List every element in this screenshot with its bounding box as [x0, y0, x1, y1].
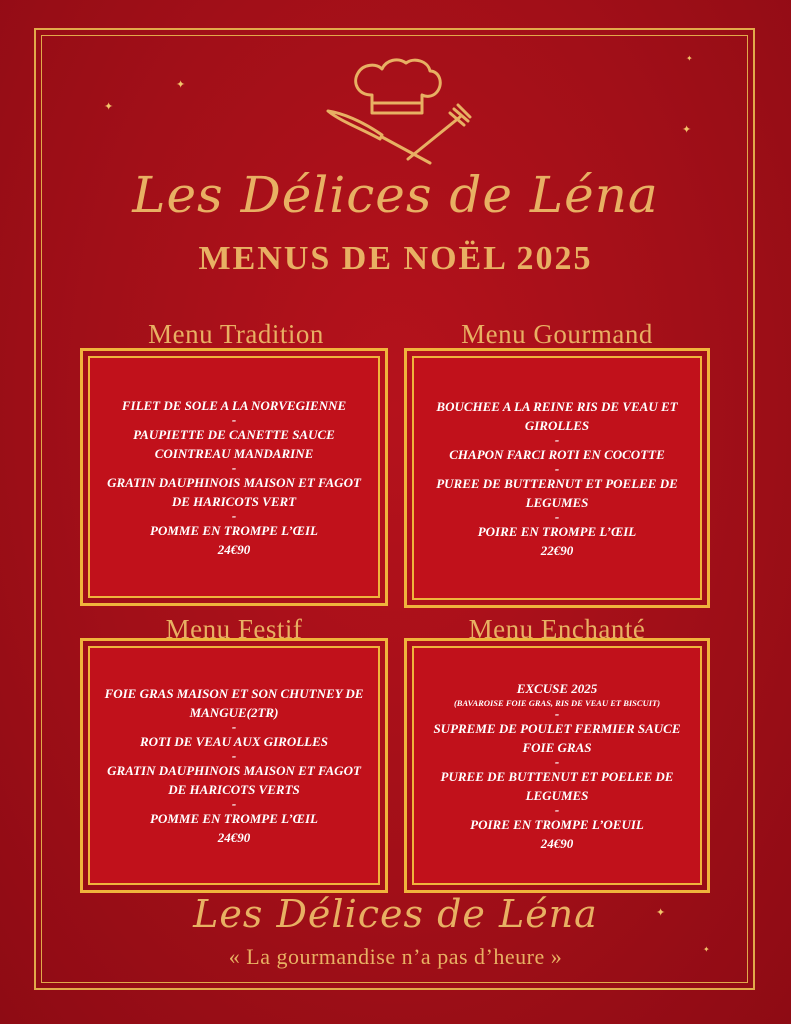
brand-name-bottom: Les Délices de Léna	[193, 892, 598, 936]
dish: POMME EN TROMPE L’ŒIL	[150, 811, 318, 826]
separator: -	[554, 705, 560, 721]
menu-price: 24€90	[540, 835, 574, 851]
dish: POIRE EN TROMPE L’ŒIL	[477, 523, 637, 539]
separator: -	[554, 431, 560, 447]
menu-box-tradition	[80, 348, 388, 606]
menu-title-tradition: Menu Tradition	[148, 319, 324, 349]
menu-price: 24€90	[217, 541, 251, 557]
dish: POIRE EN TROMPE L’OEUIL	[470, 816, 644, 832]
dish: FILET DE SOLE A LA NORVEGIENNE	[121, 397, 347, 413]
menu-title-gourmand: Menu Gourmand	[461, 319, 653, 349]
dish: BOUCHEE A LA REINE RIS DE VEAU ET GIROLLES	[436, 398, 678, 433]
menu-title-festif: Menu Festif	[165, 614, 303, 644]
menu-price: 22€90	[540, 542, 574, 558]
dish: GRATIN DAUPHINOIS MAISON ET FAGOT DE HARICOTS VERT	[107, 474, 361, 509]
sparkle-star-icon: ✦	[686, 54, 693, 63]
dish: GRATIN DAUPHINOIS MAISON ET FAGOT DE HARICOTS VERTS	[107, 763, 361, 797]
menu-box-festif	[80, 638, 388, 893]
dish: FOIE GRAS MAISON ET SON CHUTNEY DE MANGUE(2TR)	[104, 686, 364, 720]
menu-price: 24€90	[217, 830, 251, 845]
separator: -	[554, 508, 560, 524]
tagline: « La gourmandise n’a pas d’heure »	[228, 944, 563, 969]
menu-box-enchante	[404, 638, 710, 893]
sparkle-star-icon: ✦	[703, 945, 710, 954]
dish: SUPREME DE POULET FERMIER SAUCE FOIE GRAS	[433, 720, 681, 755]
menu-title-enchante: Menu Enchanté	[468, 614, 646, 644]
separator: -	[554, 753, 560, 769]
sparkle-star-icon: ✦	[176, 78, 186, 91]
brand-name-top: Les Délices de Léna	[132, 166, 659, 224]
dish-note: (BAVAROISE FOIE GRAS, RIS DE VEAU ET BISCUIT)	[453, 697, 661, 708]
separator: -	[231, 719, 237, 734]
dish: POMME EN TROMPE L’ŒIL	[150, 522, 318, 538]
dish: PUREE DE BUTTERNUT ET POELEE DE LEGUMES	[436, 475, 678, 510]
separator: -	[554, 460, 560, 476]
separator: -	[231, 507, 237, 523]
sparkle-star-icon: ✦	[682, 123, 692, 136]
dish: PAUPIETTE DE CANETTE SAUCE COINTREAU MANDARINE	[133, 426, 335, 461]
separator: -	[554, 801, 560, 817]
dish: CHAPON FARCI ROTI EN COCOTTE	[449, 446, 665, 462]
separator: -	[231, 748, 237, 763]
menu-box-gourmand	[404, 348, 710, 608]
sparkle-star-icon: ✦	[104, 100, 114, 113]
page-title: MENUS DE NOËL 2025	[198, 240, 593, 277]
sparkle-star-icon: ✦	[656, 906, 666, 919]
separator: -	[231, 459, 237, 475]
dish: PUREE DE BUTTENUT ET POELEE DE LEGUMES	[440, 768, 674, 803]
separator: -	[231, 411, 237, 427]
separator: -	[231, 796, 237, 811]
dish: ROTI DE VEAU AUX GIROLLES	[139, 734, 329, 749]
dish: EXCUSE 2025	[516, 680, 598, 696]
chef-hat-knife-fork-icon	[322, 55, 472, 165]
